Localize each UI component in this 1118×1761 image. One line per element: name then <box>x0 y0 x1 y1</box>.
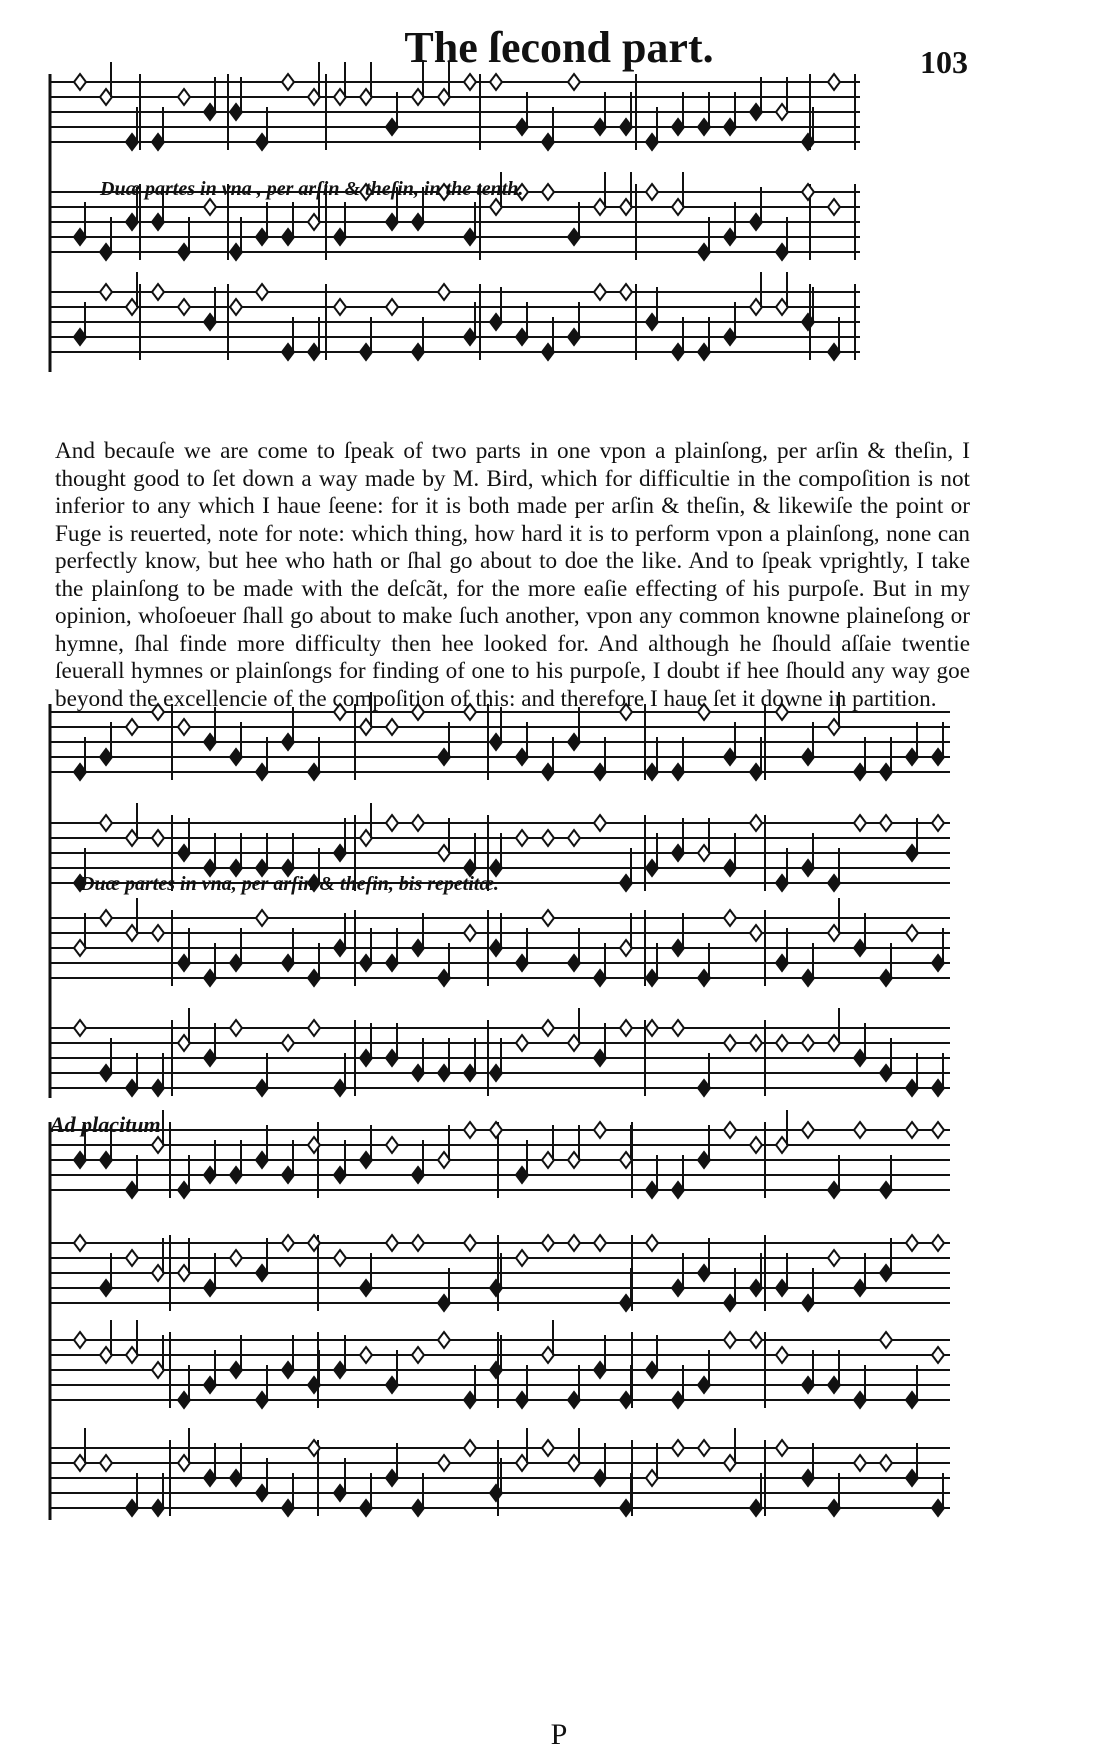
note-head <box>542 1440 554 1456</box>
note-head <box>256 910 268 926</box>
page-number: 103 <box>920 44 968 80</box>
note-head <box>542 910 554 926</box>
note-head <box>334 299 346 315</box>
note-head <box>906 1235 918 1251</box>
note-head <box>74 1020 86 1036</box>
note-head <box>386 1137 398 1153</box>
note-head <box>386 815 398 831</box>
note-head <box>308 1020 320 1036</box>
note-head <box>906 1122 918 1138</box>
note-head <box>646 1020 658 1036</box>
note-head <box>906 925 918 941</box>
note-head <box>880 815 892 831</box>
note-head <box>230 1020 242 1036</box>
note-head <box>724 1332 736 1348</box>
note-head <box>932 1122 944 1138</box>
note-head <box>880 1332 892 1348</box>
note-head <box>282 74 294 90</box>
note-head <box>594 1235 606 1251</box>
note-head <box>152 830 164 846</box>
note-head <box>828 199 840 215</box>
note-head <box>490 1122 502 1138</box>
note-head <box>750 1035 762 1051</box>
note-head <box>750 815 762 831</box>
note-head <box>100 1455 112 1471</box>
note-head <box>620 284 632 300</box>
note-head <box>152 284 164 300</box>
note-head <box>932 815 944 831</box>
page-title: The ſecond part. <box>404 23 714 72</box>
note-head <box>126 719 138 735</box>
note-head <box>178 719 190 735</box>
note-head <box>360 1347 372 1363</box>
note-head <box>750 925 762 941</box>
note-head <box>672 1020 684 1036</box>
note-head <box>854 1455 866 1471</box>
note-head <box>542 1020 554 1036</box>
note-head <box>594 1122 606 1138</box>
note-head <box>230 299 242 315</box>
note-head <box>516 1035 528 1051</box>
note-head <box>568 1235 580 1251</box>
note-head <box>490 74 502 90</box>
note-head <box>74 1235 86 1251</box>
note-head <box>828 74 840 90</box>
caption-middle-system: Duæ partes in vna, per arſin & theſin, bis repetitæ. <box>80 873 499 895</box>
note-head <box>100 910 112 926</box>
note-head <box>412 1235 424 1251</box>
note-head <box>438 284 450 300</box>
note-head <box>152 925 164 941</box>
signature-mark: P <box>550 1718 568 1751</box>
note-head <box>620 1020 632 1036</box>
note-head <box>724 1035 736 1051</box>
note-head <box>854 1122 866 1138</box>
note-head <box>776 1347 788 1363</box>
note-head <box>386 299 398 315</box>
note-head <box>516 1250 528 1266</box>
note-head <box>880 1455 892 1471</box>
note-head <box>438 1332 450 1348</box>
note-head <box>334 1250 346 1266</box>
note-head <box>230 1250 242 1266</box>
note-head <box>542 184 554 200</box>
note-head <box>724 1122 736 1138</box>
note-head <box>464 74 476 90</box>
note-head <box>698 1440 710 1456</box>
note-head <box>386 719 398 735</box>
body-paragraph: And becauſe we are come to ſpeak of two parts in one vpon a plainſong, per arſin & theſin, I thought good to ſet down a way made by M. Bird, which for difficultie in the compoſition is not inferior to any which I haue ſeene: for it is both made per arſin & theſin, & likewiſe the point or Fuge is reuerted, note for note: which thing, how hard it is to perform vpon a plainſong, none can perfectly know, but hee who hath or ſhal go about to doe the like. And to ſpeak vprightly, I take the plainſong to be made with the deſcãt, for the more eaſie effecting of his purpoſe. But in my opinion, whoſoeuer ſhall go about to make ſuch another, vpon any common knowne plaineſong or hymne, ſhal finde more difficulty then hee looked for. And although he ſhould aſſaie twentie ſeuerall hymnes or plainſongs for finding of one to his purpoſe, I doubt if hee ſhould any way goe beyond the excellencie of the compoſition of this: and therefore I haue ſet it downe in partition. <box>55 438 970 712</box>
note-head <box>724 910 736 926</box>
note-head <box>932 1347 944 1363</box>
note-head <box>776 1035 788 1051</box>
note-head <box>100 284 112 300</box>
note-head <box>178 89 190 105</box>
note-head <box>750 1137 762 1153</box>
note-head <box>74 74 86 90</box>
note-head <box>802 1122 814 1138</box>
note-head <box>516 830 528 846</box>
note-head <box>672 1440 684 1456</box>
note-head <box>256 284 268 300</box>
caption-ad-placitum: Ad placitum <box>50 1112 161 1137</box>
note-head <box>932 1235 944 1251</box>
caption-top-system: Duæ partes in vna , per arſin & theſin, in the tenth. <box>100 178 524 200</box>
note-head <box>464 1235 476 1251</box>
note-head <box>464 1122 476 1138</box>
note-head <box>854 815 866 831</box>
note-head <box>178 299 190 315</box>
note-head <box>126 1250 138 1266</box>
note-head <box>802 1035 814 1051</box>
note-head <box>438 1455 450 1471</box>
note-head <box>568 830 580 846</box>
note-head <box>282 1035 294 1051</box>
note-head <box>646 1235 658 1251</box>
note-head <box>74 1332 86 1348</box>
note-head <box>594 815 606 831</box>
note-head <box>776 1440 788 1456</box>
note-head <box>386 1235 398 1251</box>
note-head <box>568 74 580 90</box>
note-head <box>802 184 814 200</box>
note-head <box>100 815 112 831</box>
note-head <box>412 1347 424 1363</box>
note-head <box>750 1332 762 1348</box>
note-head <box>542 830 554 846</box>
note-head <box>828 1250 840 1266</box>
note-head <box>464 925 476 941</box>
note-head <box>204 199 216 215</box>
note-head <box>542 1235 554 1251</box>
note-head <box>646 184 658 200</box>
note-head <box>464 1440 476 1456</box>
note-head <box>594 284 606 300</box>
note-head <box>282 1235 294 1251</box>
note-head <box>412 815 424 831</box>
